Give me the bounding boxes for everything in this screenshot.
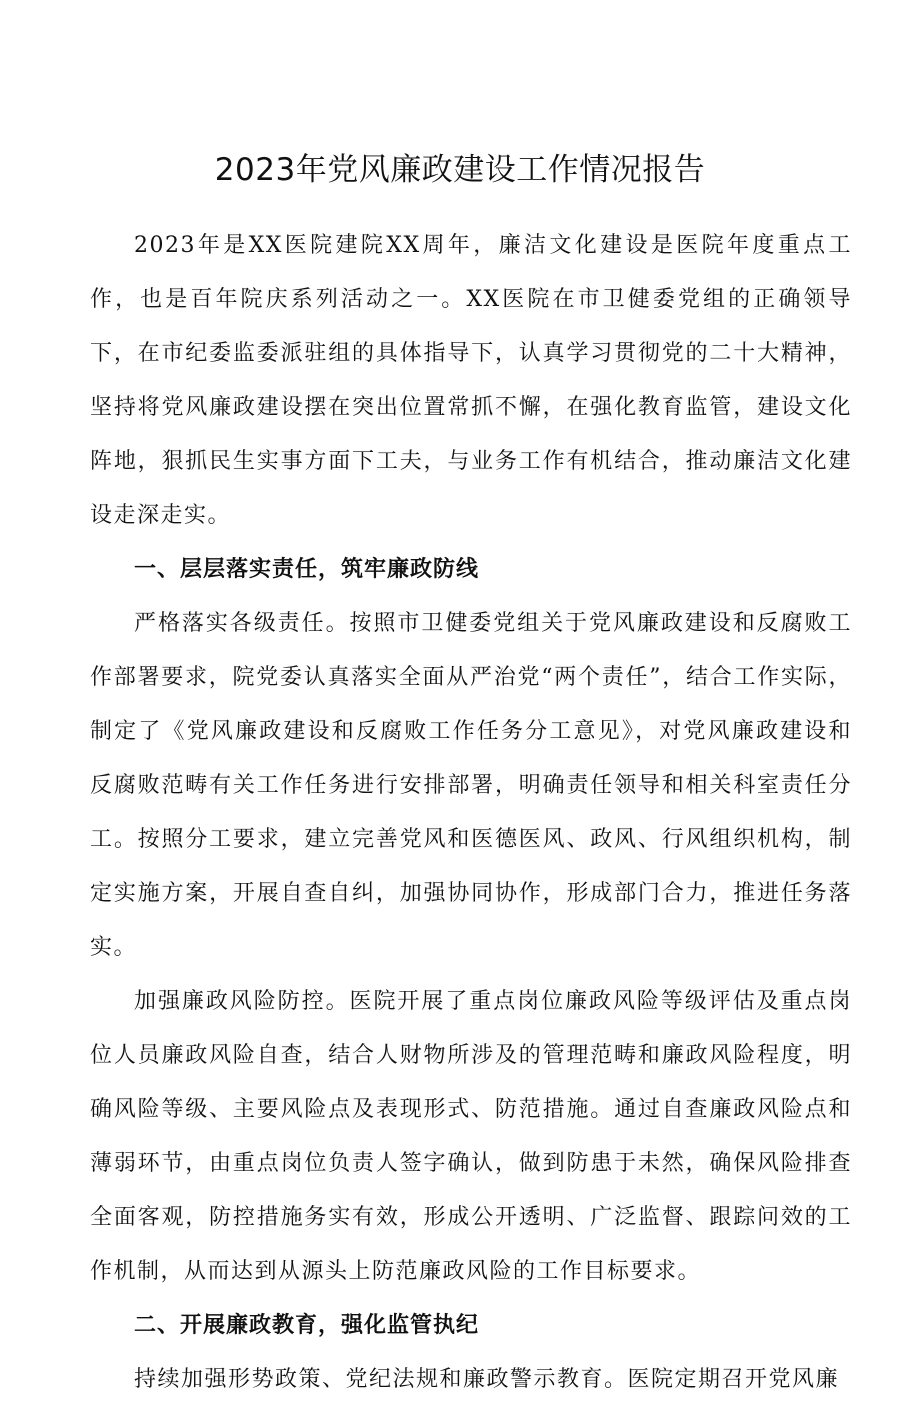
document-title: 2023年党风廉政建设工作情况报告: [214, 152, 706, 188]
section-1-paragraph-1: 严格落实各级责任。按照市卫健委党组关于党风廉政建设和反腐败工作部署要求，院党委认真落实全面从严治党“两个责任”，结合工作实际，制定了《党风廉政建设和反腐败工作任务分工意见》，对党风廉政建设和反腐败范畴有关工作任务进行安排部署，明确责任领导和相关科室责任分工。按照分工要求，建立完善党风和医德医风、政风、行风组织机构，制定实施方案，开展自查自纠，加强协同协作，形成部门合力，推进任务落实。: [90, 611, 852, 960]
section-heading-2: 二、开展廉政教育，强化监管执纪: [134, 1313, 480, 1338]
intro-paragraph: 2023年是XX医院建院XX周年，廉洁文化建设是医院年度重点工作，也是百年院庆系列活动之一。XX医院在市卫健委党组的正确领导下，在市纪委监委派驻组的具体指导下，认真学习贯彻党的二十大精神，坚持将党风廉政建设摆在突出位置常抓不懈，在强化教育监管，建设文化阵地，狠抓民生实事方面下工夫，与业务工作有机结合，推动廉洁文化建设走深走实。: [90, 233, 852, 528]
section-heading-1: 一、层层落实责任，筑牢廉政防线: [134, 557, 480, 582]
section-2-paragraph-1: 持续加强形势政策、党纪法规和廉政警示教育。医院定期召开党风廉: [134, 1367, 840, 1392]
section-1-paragraph-2: 加强廉政风险防控。医院开展了重点岗位廉政风险等级评估及重点岗位人员廉政风险自查，结合人财物所涉及的管理范畴和廉政风险程度，明确风险等级、主要风险点及表现形式、防范措施。通过自查廉政风险点和薄弱环节，由重点岗位负责人签字确认，做到防患于未然，确保风险排查全面客观，防控措施务实有效，形成公开透明、广泛监督、跟踪问效的工作机制，从而达到从源头上防范廉政风险的工作目标要求。: [90, 989, 852, 1284]
document-body: [90, 219, 852, 1407]
